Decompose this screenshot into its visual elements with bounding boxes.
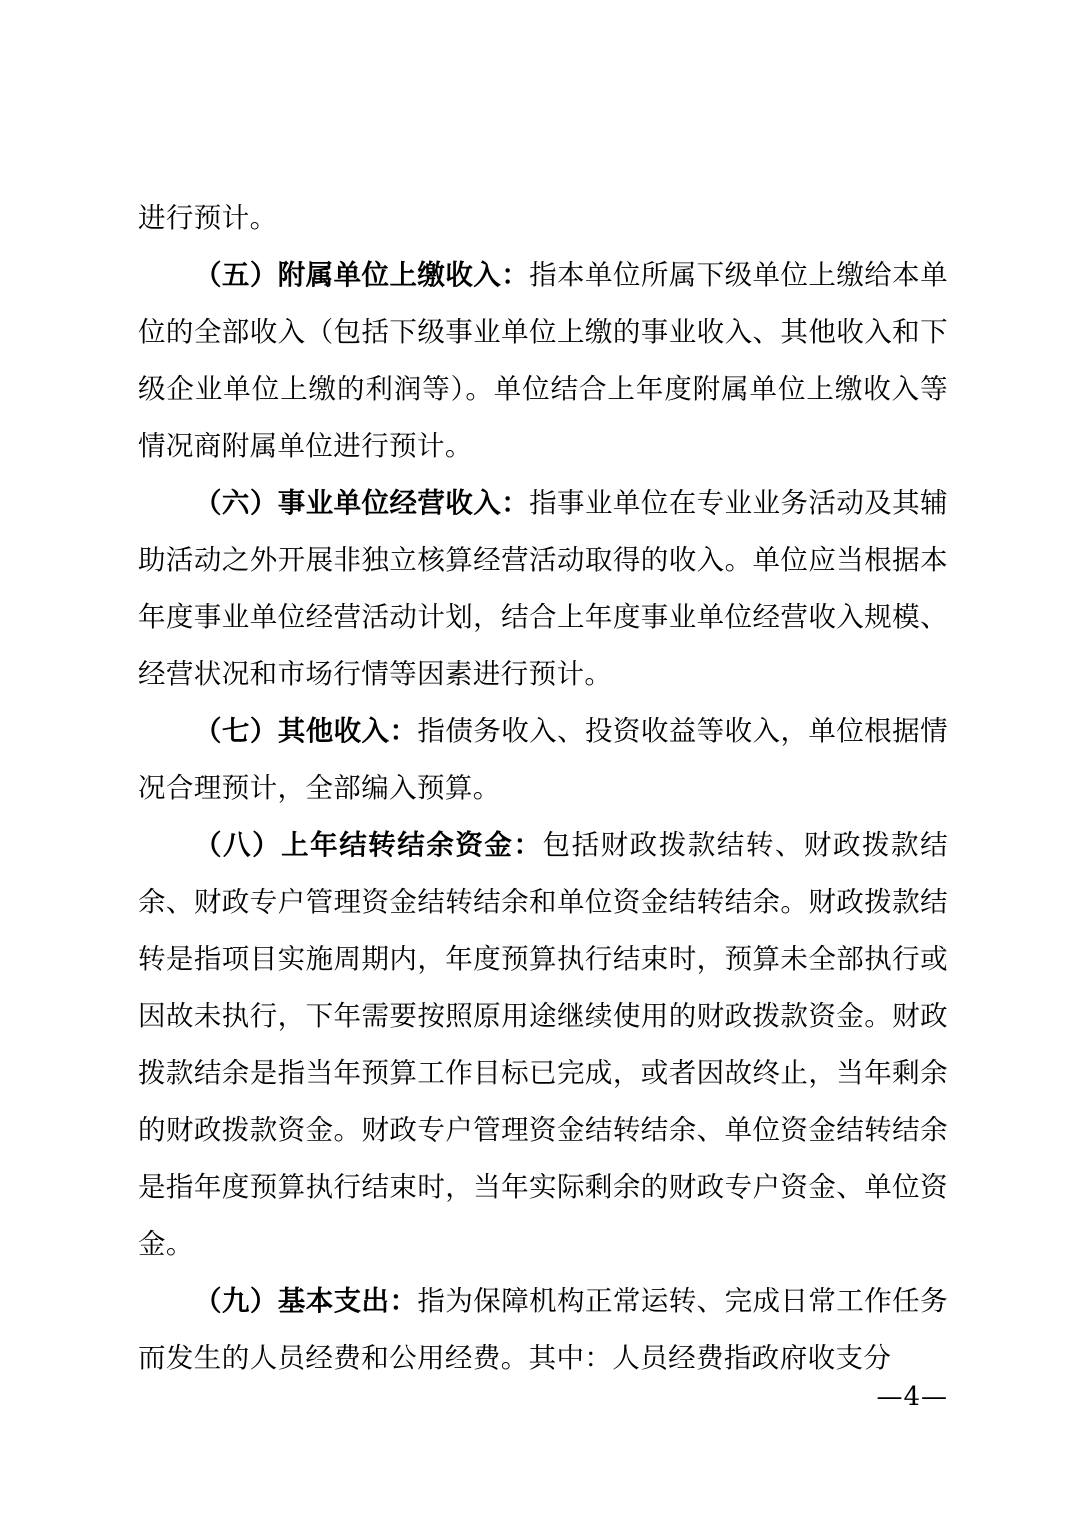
paragraph-text: 指为保障机构正常运转、完成日常工作任务而发生的人员经费和公用经费。其中：人员经费指政府收支分 xyxy=(138,1285,948,1374)
paragraph-item-6 xyxy=(138,475,948,703)
paragraph-lead-label: （五）附属单位上缴收入： xyxy=(194,259,530,291)
paragraph-text: 指事业单位在专业业务活动及其辅助活动之外开展非独立核算经营活动取得的收入。单位应当根据本年度事业单位经营活动计划，结合上年度事业单位经营收入规模、经营状况和市场行情等因素进行预计。 xyxy=(138,487,948,690)
paragraph-item-8 xyxy=(138,817,948,1273)
page-number: —4— xyxy=(876,1382,948,1412)
paragraph-text: 进行预计。 xyxy=(138,202,278,234)
document-body xyxy=(138,190,948,1387)
paragraph-lead-label: （六）事业单位经营收入： xyxy=(194,487,530,519)
paragraph-lead-label: （八）上年结转结余资金： xyxy=(194,829,543,861)
paragraph-item-5 xyxy=(138,247,948,475)
paragraph-item-7 xyxy=(138,703,948,817)
paragraph-text: 包括财政拨款结转、财政拨款结余、财政专户管理资金结转结余和单位资金结转结余。财政拨款结转是指项目实施周期内，年度预算执行结束时，预算未全部执行或因故未执行，下年需要按照原用途继续使用的财政拨款资金。财政拨款结余是指当年预算工作目标已完成，或者因故终止，当年剩余的财政拨款资金。财政专户管理资金结转结余、单位资金结转结余是指年度预算执行结束时，当年实际剩余的财政专户资金、单位资金。 xyxy=(138,829,948,1260)
paragraph-lead-label: （九）基本支出： xyxy=(194,1285,418,1317)
paragraph-lead-label: （七）其他收入： xyxy=(194,715,418,747)
paragraph-text: 指本单位所属下级单位上缴给本单位的全部收入（包括下级事业单位上缴的事业收入、其他收入和下级企业单位上缴的利润等）。单位结合上年度附属单位上缴收入等情况商附属单位进行预计。 xyxy=(138,259,948,462)
paragraph-item-9 xyxy=(138,1273,948,1387)
paragraph-text: 指债务收入、投资收益等收入，单位根据情况合理预计，全部编入预算。 xyxy=(138,715,948,804)
paragraph-continuation xyxy=(138,190,948,247)
